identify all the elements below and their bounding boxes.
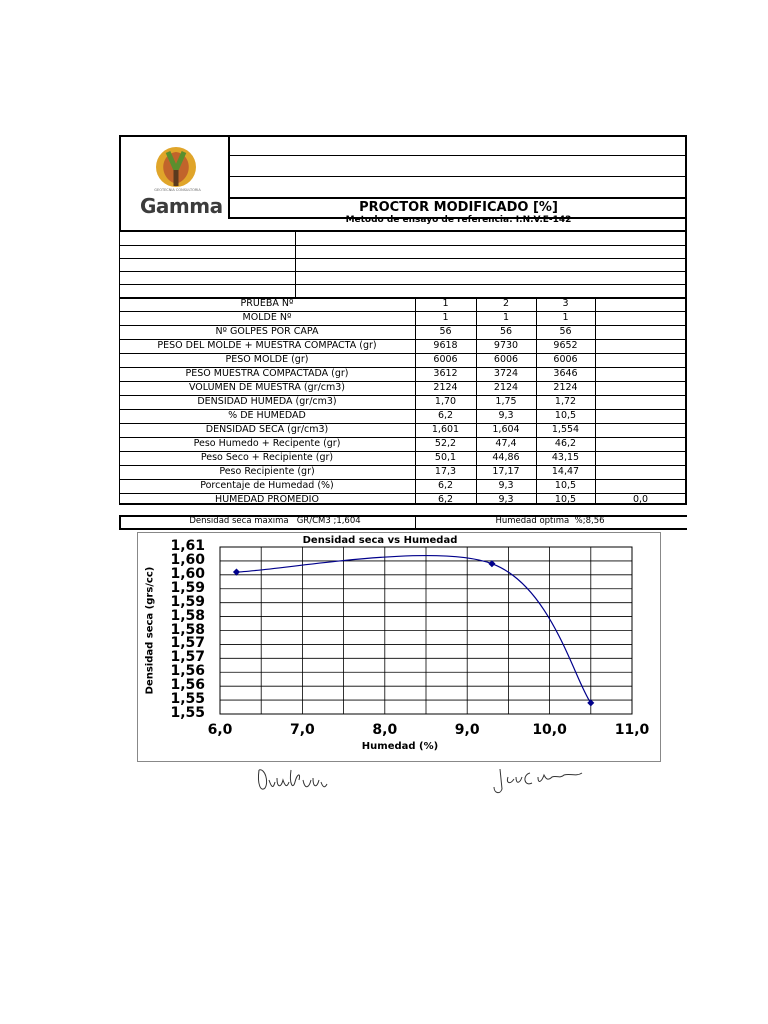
table-cell: 6,2 — [437, 480, 454, 491]
table-cell: 6,2 — [437, 494, 454, 505]
x-tick-label: 11,0 — [614, 722, 650, 738]
table-cell: 17,17 — [492, 466, 520, 477]
table-row-label: DENSIDAD SECA (gr/cm3) — [205, 424, 329, 435]
table-row-label: PESO MOLDE (gr) — [225, 354, 309, 365]
chart-xlabel: Humedad (%) — [361, 741, 439, 752]
y-tick-label: 1,56 — [170, 663, 205, 680]
table-row-label: HUMEDAD PROMEDIO — [215, 494, 319, 505]
table-cell: 9652 — [553, 340, 578, 351]
y-tick-label: 1,57 — [170, 635, 205, 652]
table-cell: 46,2 — [554, 438, 577, 449]
y-tick-label: 1,58 — [170, 607, 205, 624]
table-cell: 1,601 — [431, 424, 460, 435]
y-tick-label: 1,55 — [170, 705, 205, 721]
table-cell: 9,3 — [498, 410, 514, 421]
table-cell: 50,1 — [434, 452, 457, 463]
table-cell-extra: 0,0 — [632, 494, 649, 505]
table-cell: 14,47 — [551, 466, 580, 477]
table-cell: 1,554 — [551, 424, 580, 435]
table-row-label: DENSIDAD HUMEDA (gr/cm3) — [197, 396, 337, 407]
logo-small-text: GEOTECNIA CONSULTORIA — [154, 188, 201, 192]
table-cell: 10,5 — [554, 410, 577, 421]
x-tick-label: 6,0 — [207, 722, 233, 738]
table-cell: 2124 — [433, 382, 458, 393]
y-tick-label: 1,57 — [170, 649, 205, 666]
table-cell: 56 — [559, 326, 572, 337]
x-tick-label: 8,0 — [372, 722, 398, 738]
table-cell: 1 — [562, 312, 569, 323]
table-cell: 3 — [562, 298, 569, 309]
table-cell: 47,4 — [495, 438, 517, 449]
table-cell: 1 — [442, 298, 449, 309]
table-cell: 56 — [439, 326, 452, 337]
table-cell: 9,3 — [498, 494, 514, 505]
y-tick-label: 1,60 — [170, 551, 205, 568]
table-cell: 6006 — [553, 354, 578, 365]
table-cell: 1 — [442, 312, 449, 323]
table-cell: 52,2 — [434, 438, 457, 449]
y-tick-label: 1,58 — [170, 621, 205, 638]
method-subtitle: Metodo de ensayo de referencia: I.N.V.E-142 — [345, 215, 572, 224]
x-tick-label: 9,0 — [454, 722, 480, 738]
table-row-label: PESO MUESTRA COMPACTADA (gr) — [185, 368, 349, 379]
y-tick-label: 1,59 — [170, 593, 205, 610]
max-density-text: Densidad seca maxima GR/CM3 ;1,604 — [189, 516, 361, 526]
y-tick-label: 1,61 — [170, 538, 205, 554]
chart-ylabel: Densidad seca (grs/cc) — [144, 566, 156, 695]
table-cell: 9,3 — [498, 480, 514, 491]
signature-right — [490, 763, 590, 798]
table-row-label: PRUEBA Nº — [240, 298, 294, 309]
table-cell: 1,72 — [554, 396, 577, 407]
logo-text: Gamma — [140, 194, 223, 218]
table-cell: 17,3 — [434, 466, 457, 477]
x-tick-label: 10,0 — [532, 722, 567, 738]
table-cell: 2124 — [493, 382, 519, 393]
table-cell: 10,5 — [554, 480, 577, 491]
table-row-label: Nº GOLPES POR CAPA — [215, 326, 319, 337]
table-cell: 2124 — [553, 382, 578, 393]
y-tick-label: 1,60 — [170, 565, 205, 582]
table-cell: 3612 — [433, 368, 458, 379]
table-row-label: % DE HUMEDAD — [228, 410, 306, 421]
x-tick-label: 7,0 — [289, 722, 315, 738]
table-cell: 9730 — [493, 340, 519, 351]
table-row-label: VOLUMEN DE MUESTRA (gr/cm3) — [188, 382, 346, 393]
table-cell: 44,86 — [492, 452, 520, 463]
chart-title: Densidad seca vs Humedad — [302, 535, 458, 546]
table-cell: 6006 — [493, 354, 519, 365]
table-cell: 56 — [499, 326, 513, 337]
table-cell: 6,2 — [437, 410, 454, 421]
y-tick-label: 1,56 — [170, 677, 205, 694]
table-cell: 6006 — [433, 354, 458, 365]
table-cell: 3724 — [493, 368, 519, 379]
signature-right-icon — [490, 763, 590, 798]
y-tick-label: 1,55 — [170, 691, 205, 708]
table-cell: 10,5 — [554, 494, 577, 505]
table-cell: 3646 — [553, 368, 578, 379]
table-cell: 1,604 — [492, 424, 520, 435]
table-cell: 1 — [502, 312, 510, 323]
table-cell: 2 — [502, 298, 510, 309]
signature-left-icon — [255, 760, 330, 800]
y-tick-label: 1,59 — [170, 579, 205, 596]
table-cell: 1,75 — [495, 396, 517, 407]
signature-left — [255, 760, 330, 800]
table-row-label: Peso Recipiente (gr) — [219, 466, 315, 477]
table-cell: 43,15 — [551, 452, 580, 463]
table-row-label: Peso Seco + Recipiente (gr) — [200, 452, 334, 463]
table-row-label: MOLDE Nº — [242, 312, 292, 323]
table-row-label: Porcentaje de Humedad (%) — [200, 480, 334, 491]
page-title: PROCTOR MODIFICADO [%] — [359, 200, 558, 215]
table-row-label: PESO DEL MOLDE + MUESTRA COMPACTA (gr) — [157, 340, 377, 351]
table-row-label: Peso Humedo + Recipente (gr) — [193, 438, 341, 449]
table-cell: 1,70 — [434, 396, 457, 407]
optimal-humidity-text: Humedad optima %;8,56 — [495, 516, 605, 526]
table-cell: 9618 — [433, 340, 458, 351]
